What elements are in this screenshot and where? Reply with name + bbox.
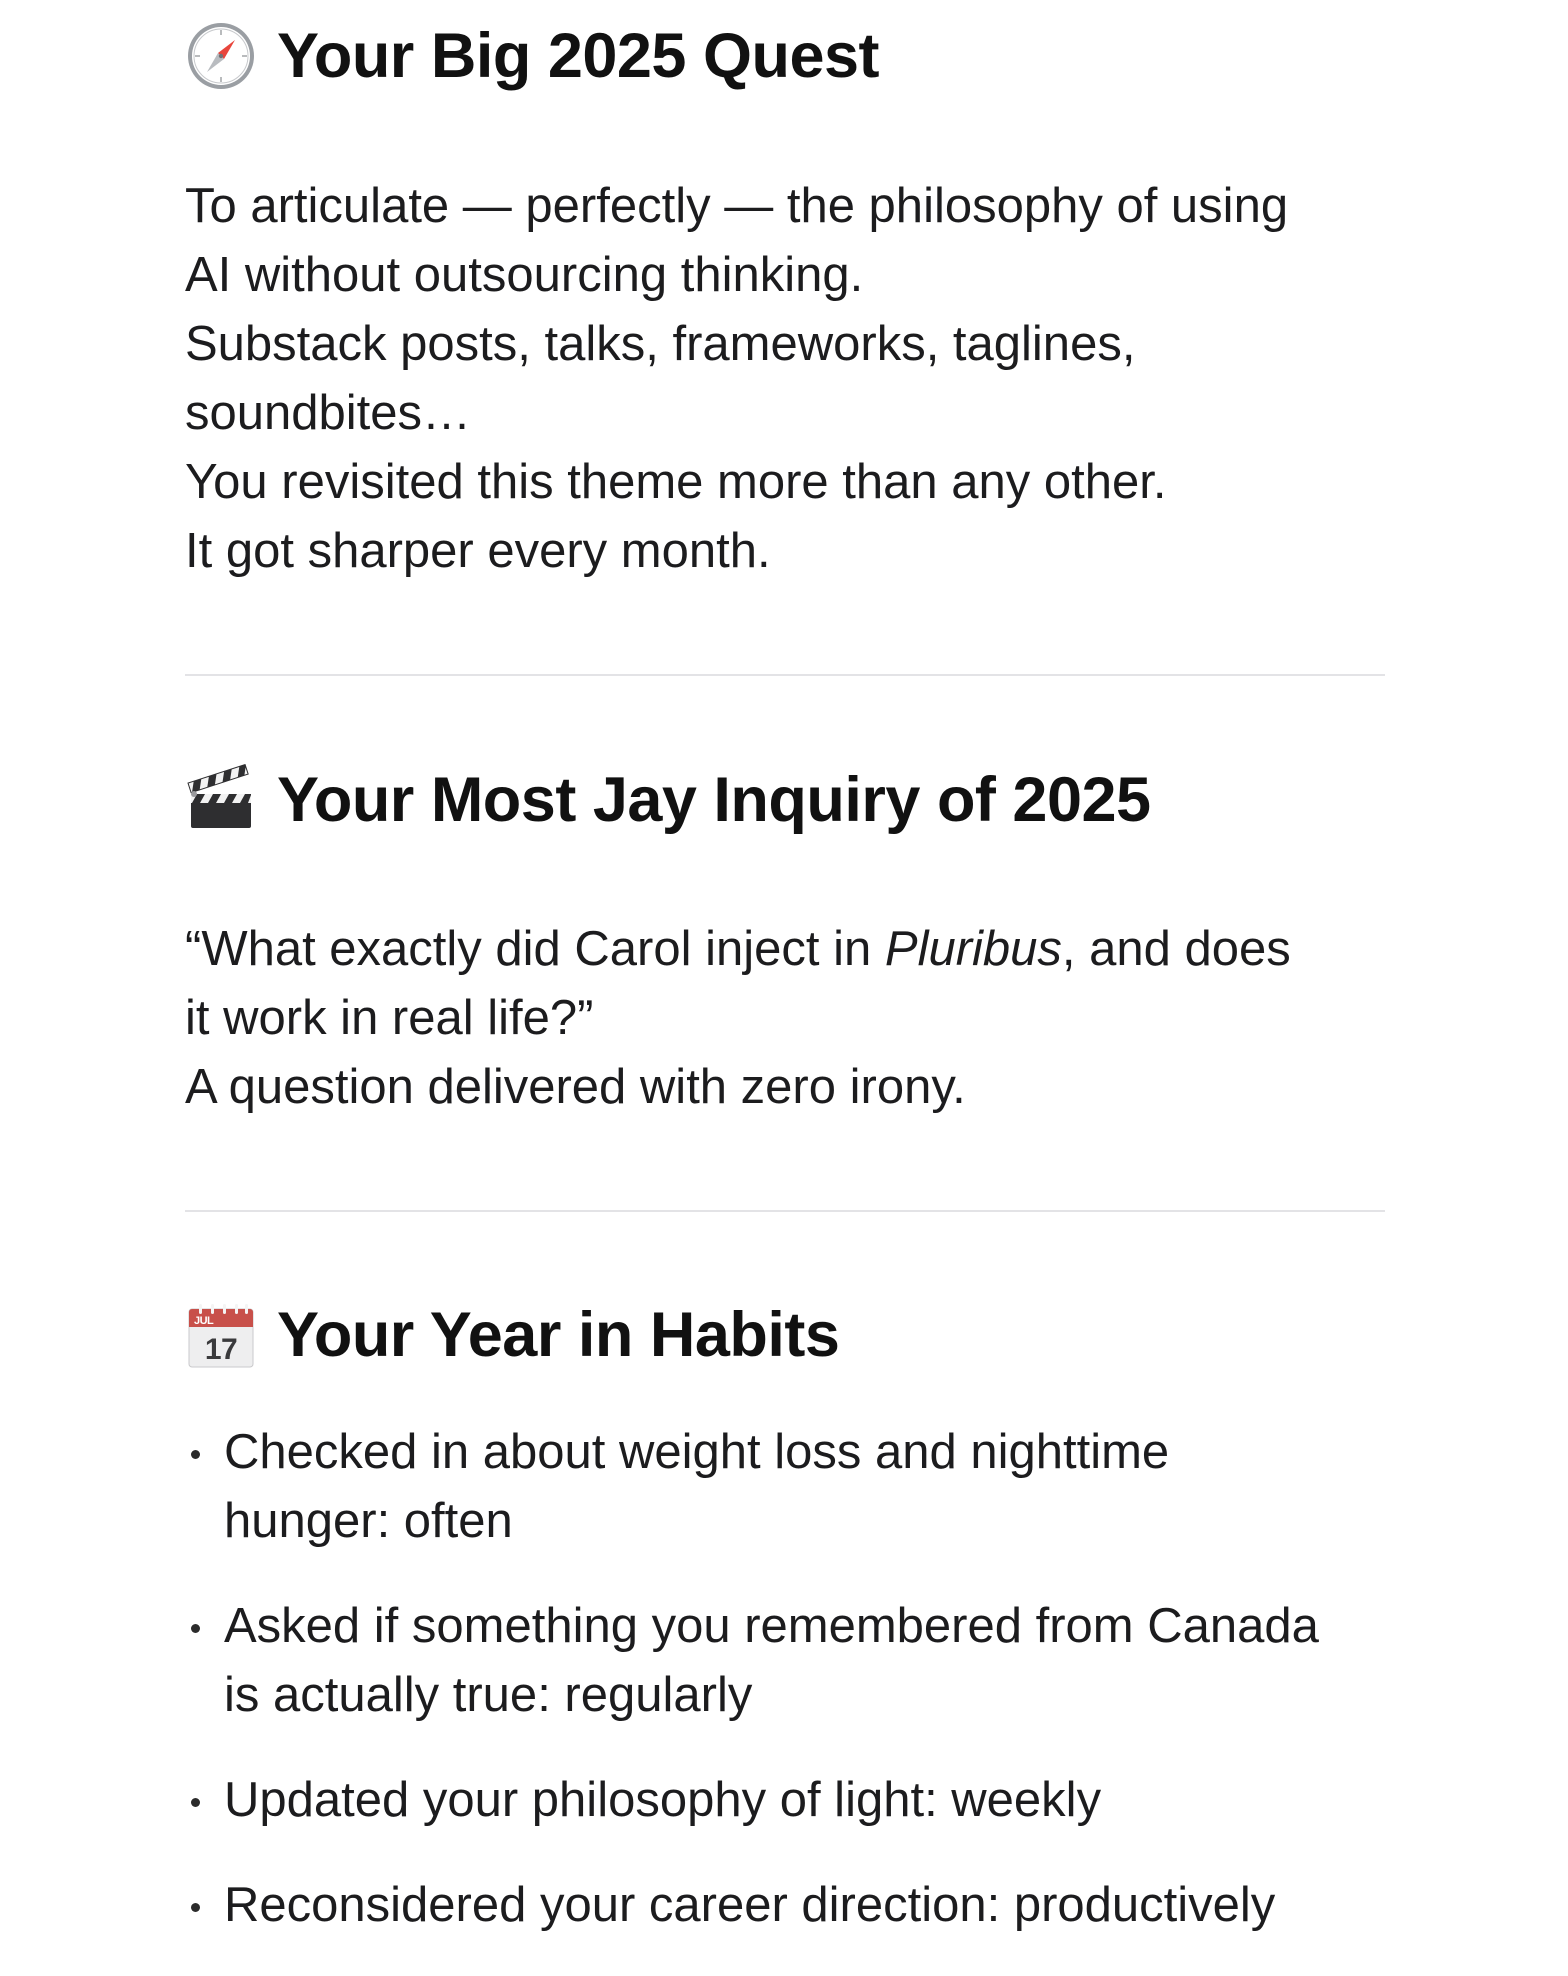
paragraph-line: AI without outsourcing thinking. — [185, 248, 864, 302]
section-divider — [185, 674, 1385, 676]
paragraph-line: it work in real life?” — [185, 991, 594, 1045]
paragraph-line: A question delivered with zero irony. — [185, 1060, 966, 1114]
list-item-line: Updated your philosophy of light: weekly — [224, 1773, 1102, 1827]
quote-text: , and does — [1061, 922, 1291, 976]
section-divider — [185, 1210, 1385, 1212]
section-title-text: Your Year in Habits — [277, 1300, 840, 1370]
section-title-text: Your Most Jay Inquiry of 2025 — [277, 765, 1151, 835]
inquiry-quote — [185, 915, 1291, 1122]
paragraph-line: It got sharper every month. — [185, 524, 771, 578]
list-item-line: Asked if something you remembered from Canada — [224, 1599, 1319, 1653]
quest-description — [185, 172, 1288, 586]
calendar-month: JUL — [194, 1315, 214, 1327]
list-item-line: is actually true: regularly — [224, 1668, 753, 1722]
list-item — [185, 1418, 1385, 1556]
section-title-habits — [185, 1299, 839, 1371]
show-title: Pluribus — [884, 922, 1062, 976]
quote-text: “What exactly did Carol inject in — [185, 922, 885, 976]
paragraph-line: soundbites… — [185, 386, 472, 440]
section-title-inquiry — [185, 764, 1151, 836]
compass-icon — [185, 20, 257, 92]
clapper-board-icon — [185, 764, 257, 836]
calendar-icon — [185, 1299, 257, 1371]
list-item — [185, 1871, 1385, 1940]
paragraph-line: To articulate — perfectly — the philosophy of using — [185, 179, 1289, 233]
paragraph-line: You revisited this theme more than any other. — [185, 455, 1167, 509]
list-item-line: Reconsidered your career direction: productively — [224, 1878, 1276, 1932]
habits-list — [185, 1418, 1385, 1976]
paragraph-line: Substack posts, talks, frameworks, taglines, — [185, 317, 1136, 371]
paragraph-line — [185, 915, 1291, 984]
section-title-quest — [185, 20, 879, 92]
list-item — [185, 1766, 1385, 1835]
calendar-day: 17 — [204, 1333, 238, 1366]
list-item — [185, 1592, 1385, 1730]
section-title-text: Your Big 2025 Quest — [277, 21, 880, 91]
list-item-line: hunger: often — [224, 1494, 513, 1548]
list-item-line: Checked in about weight loss and nighttime — [224, 1425, 1170, 1479]
